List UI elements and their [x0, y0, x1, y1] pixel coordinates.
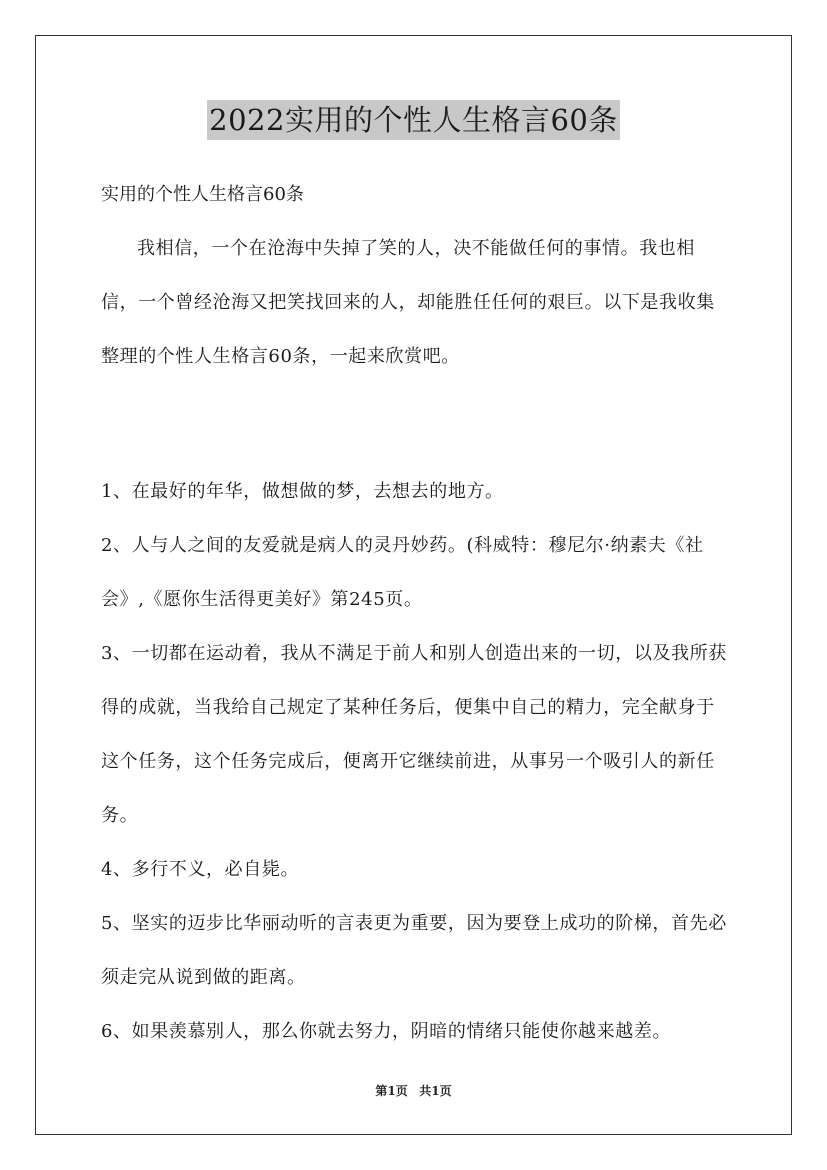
quote-item-2: 2、人与人之间的友爱就是病人的灵丹妙药。(科威特：穆尼尔·纳素夫《社会》,《愿你生活得更美好》第245页。 — [101, 535, 704, 610]
quote-item-6: 6、如果羡慕别人，那么你就去努力，阴暗的情绪只能使你越来越差。 — [101, 1021, 672, 1042]
title-container — [0, 100, 827, 140]
quote-item-5: 5、坚实的迈步比华丽动听的言表更为重要，因为要登上成功的阶梯，首先必须走完从说到做的距离。 — [101, 913, 727, 988]
document-subtitle: 实用的个性人生格言60条 — [101, 184, 304, 205]
page-number: 第1页 — [375, 1084, 408, 1098]
quote-item-1: 1、在最好的年华，做想做的梦，去想去的地方。 — [101, 481, 504, 502]
page-footer — [0, 1082, 827, 1099]
quote-item-3: 3、一切都在运动着，我从不满足于前人和别人创造出来的一切，以及我所获得的成就，当我给自己规定了某种任务后，便集中自己的精力，完全献身于这个任务，这个任务完成后，便离开它继续前进，从事另一个吸引人的新任务。 — [101, 643, 727, 826]
document-body — [101, 168, 731, 1059]
document-title: 2022实用的个性人生格言60条 — [207, 100, 620, 140]
page-total: 共1页 — [419, 1084, 452, 1098]
intro-paragraph: 我相信，一个在沧海中失掉了笑的人，决不能做任何的事情。我也相信，一个曾经沧海又把笑找回来的人，却能胜任任何的艰巨。以下是我收集整理的个性人生格言60条，一起来欣赏吧。 — [101, 238, 715, 367]
quote-item-4: 4、多行不义，必自毙。 — [101, 859, 300, 880]
paragraph-spacer — [101, 384, 731, 465]
